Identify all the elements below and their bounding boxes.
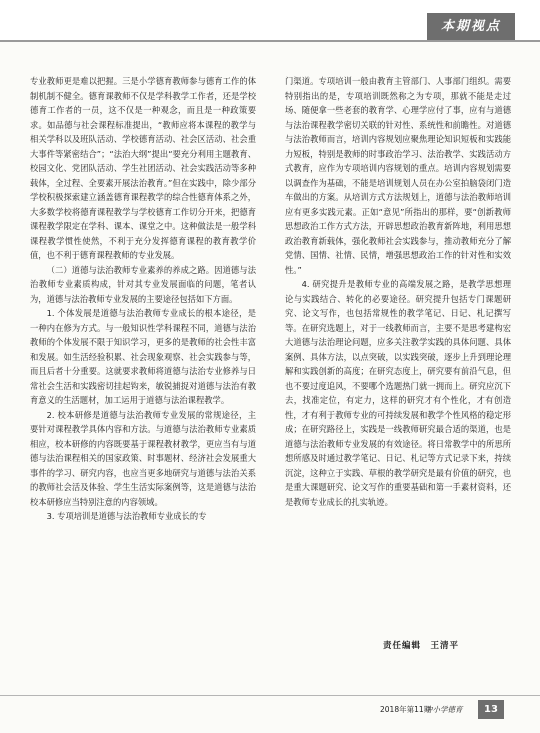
paragraph: 1. 个体发展是道德与法治教师专业成长的根本途径，是一种内在修为方式。与一般知识性学科课程不同，道德与法治教师的个体发展不限于知识学习，更多的是教师的社会性丰富和发展。如生活经验积累、社会现象观察、社会实践参与等，而且后者十分重要。这就要求教师将道德与法治专业修养与日常社会生活和实践密切挂起钩来，敏锐捕捉对道德与法治有教育意义的生活题材，加工运用于道德与法治课程教学。 — [30, 308, 256, 405]
editor-credit: 责任编辑 王清平 — [383, 641, 460, 651]
section-title: 本期视点 — [427, 13, 515, 40]
paragraph: 门渠道。专项培训一般由教育主管部门、人事部门组织。需要特别指出的是，专项培训既然称之为专项，那就不能是走过场、随便拿一些老套的教育学、心理学应付了事，应有与道德与法治课程教学密切关联的针对性、系统性和前瞻性。对道德与法治教师而言，培训内容规划应聚焦理论知识短板和实践能力短板，特别是教师的时事政治学习、法治教学、实践活动方式教育，应作为专项培训内容规划的重点。培训内容规划需要以调查作为基础，不能是培训规划人员在办公室拍脑袋闭门造车做出的方案。从培训方式方法规划上，道德与法治教师培训应有更多实践元素。正如“意见”所指出的那样，要“创新教师思想政治工作方式方法，开辟思想政治教育新阵地，利用思想政治教育新载体，强化教师社会实践参与，推动教师充分了解党情、国情、社情、民情，增强思想政治工作的针对性和实效性。” — [285, 76, 511, 275]
issue-label: 2018年第11期 — [380, 705, 432, 714]
footer-divider — [0, 695, 540, 696]
paragraph: 3. 专项培训是道德与法治教师专业成长的专 — [46, 511, 207, 521]
header-divider — [0, 40, 540, 42]
left-column — [30, 74, 256, 524]
right-column — [285, 74, 511, 509]
paragraph: 2. 校本研修是道德与法治教师专业发展的常规途径，主要针对课程教学具体内容和方法。与道德与法治教师专业素质相应，校本研修的内容既要基于课程教材教学，更应当有与道德与法治课程相关的国家政策、时事题材、经济社会发展重大事件的学习、研究内容，也应当更多地研究与道德与法治关系的教师社会活及体验、学生生活实际案例等，这是道德与法治校本研修应当特别注意的内容领域。 — [30, 409, 256, 507]
magazine-name: 中小学德育 — [425, 705, 463, 714]
paragraph: （二）道德与法治教师专业素养的养成之路。因道德与法治教师专业素质构成，针对其专业发展面临的问题，笔者认为，道德与法治教师专业发展的主要途径包括如下方面。 — [30, 264, 256, 304]
page-number: 13 — [478, 700, 504, 719]
paragraph: 专业教师更是难以把握。三是小学德育教师参与德育工作的体制机制不健全。德育课教师不仅是学科教学工作者，还是学校德育工作者的一员，这不仅是一种观念，而且是一种政策要求。如品德与社会课程标准提出，“教师应将本课程的教学与相关学科以及班队活动、学校德育活动、社会区活动、社会重大事件等紧密结合”；“法治大纲”提出“要充分利用主题教育、校园文化、党团队活动、学生社团活动、社会实践活动等多种载体，全过程、全要素开展法治教育。”但在实践中，除少部分学校积极探索建立涵盖德育课程教学的综合性德育体系之外，大多数学校将德育课程教学与学校德育工作切分开来，把德育课程教学限定在学科、课本、课堂之中。这种做法是一般学科课程教学惯性使然，不利于充分发挥德育课程的教育教学价值，也不利于德育课程教师的专业发展。 — [30, 76, 256, 260]
paragraph: 4. 研究提升是教师专业的高端发展之路，是教学思想理论与实践结合、转化的必要途径。研究提升包括专门课题研究、论文写作，也包括常规性的教学笔记、日记、札记撰写等。在研究选题上，对于一线教师而言，主要不是思考建构宏大道德与法治理论问题，应多关注教学实践的具体问题、具体案例、具体方法，以点突破，以实践突破，逐步上升到理论理解和实践创新的高度；在研究态度上，研究要有前沿气息，但也不要过度追风，不要哪个选题热门就一拥而上。研究应沉下去，找准定位，有定力，这样的研究才有个性化，才有创造性，才有利于教师专业的可持续发展和教学个性风格的稳定形成；在研究路径上，实践是一线教师研究最合适的渠道，也是道德与法治教师专业发展的有效途径。将日常教学中的所思所想所感及时通过教学笔记、日记、札记等方式记录下来，持续沉淀，这种立于实践、草根的教学研究是最有价值的研究，也是重大课题研究、论文写作的重要基础和第一手素材资料，还是教师专业成长的扎实轨迹。 — [285, 279, 511, 507]
